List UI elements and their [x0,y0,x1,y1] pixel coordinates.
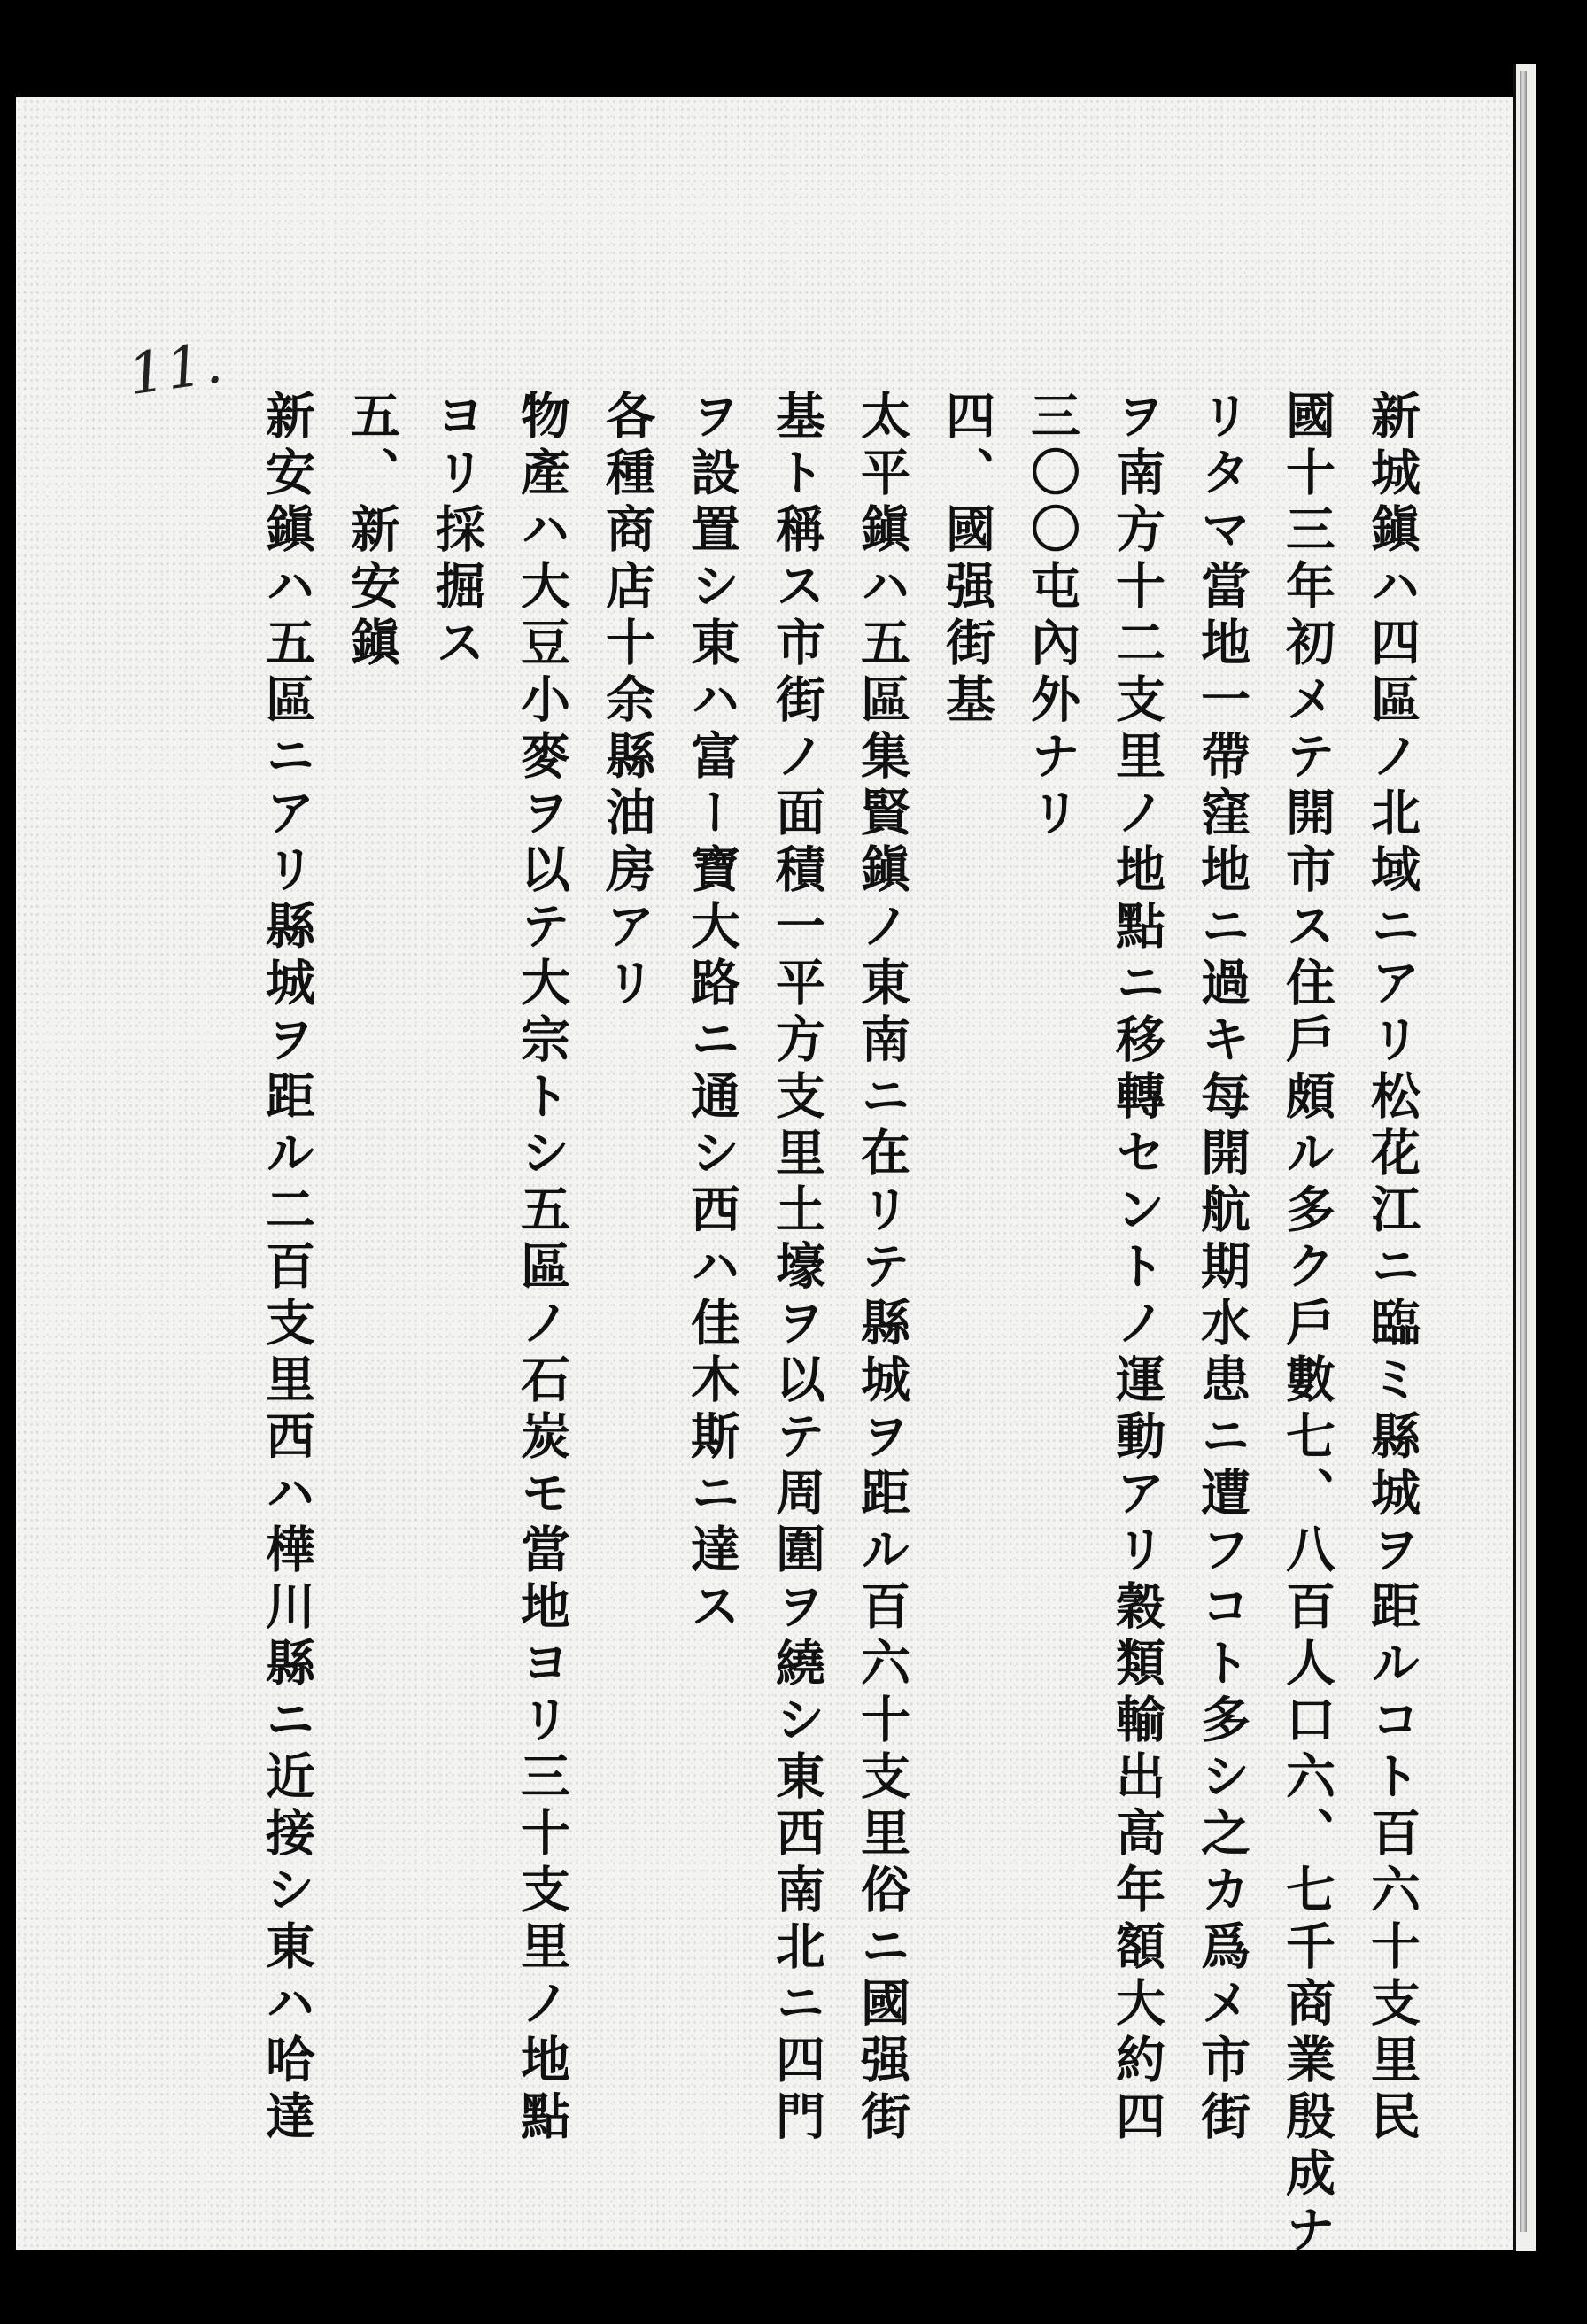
text-column: 新安鎭ハ五區ニアリ縣城ヲ距ル二百支里西ハ樺川縣ニ近接シ東ハ哈達 [258,390,316,2147]
text-column: 國十三年初メテ開市ス住戶頗ル多ク戶數七、八百人口六、七千商業殷成ナ [1278,390,1336,2260]
text-column: ヲ設置シ東ハ富ー寶大路ニ通シ西ハ佳木斯ニ達ス [683,390,741,1637]
text-column: 太平鎭ハ五區集賢鎭ノ東南ニ在リテ縣城ヲ距ル百六十支里俗ニ國强街 [853,390,911,2147]
text-column: 各種商店十余縣油房アリ [598,390,656,1013]
text-column: ヨリ採掘ス [428,390,486,673]
section-heading: 五、新安鎭 [343,390,401,673]
section-heading: 四、國强街基 [938,390,996,730]
text-column: 三〇〇屯內外ナリ [1023,390,1081,843]
text-column: 物產ハ大豆小麥ヲ以テ大宗トシ五區ノ石炭モ當地ヨリ三十支里ノ地點 [513,390,571,2147]
text-column: ヲ南方十二支里ノ地點ニ移轉セントノ運動アリ穀類輸出高年額大約四 [1108,390,1166,2147]
text-column: リタマ當地一帶窪地ニ過キ每開航期水患ニ遭フコト多シ之カ爲メ市街 [1193,390,1251,2147]
text-column: 基ト稱ス市街ノ面積一平方支里土壕ヲ以テ周圍ヲ繞シ東西南北ニ四門 [768,390,826,2147]
text-column: 新城鎭ハ四區ノ北域ニアリ松花江ニ臨ミ縣城ヲ距ルコト百六十支里民 [1363,390,1421,2147]
book-spine-shadow [1520,71,1527,2232]
vertical-text-body [248,390,1435,2260]
page-number: 11. [124,329,228,409]
